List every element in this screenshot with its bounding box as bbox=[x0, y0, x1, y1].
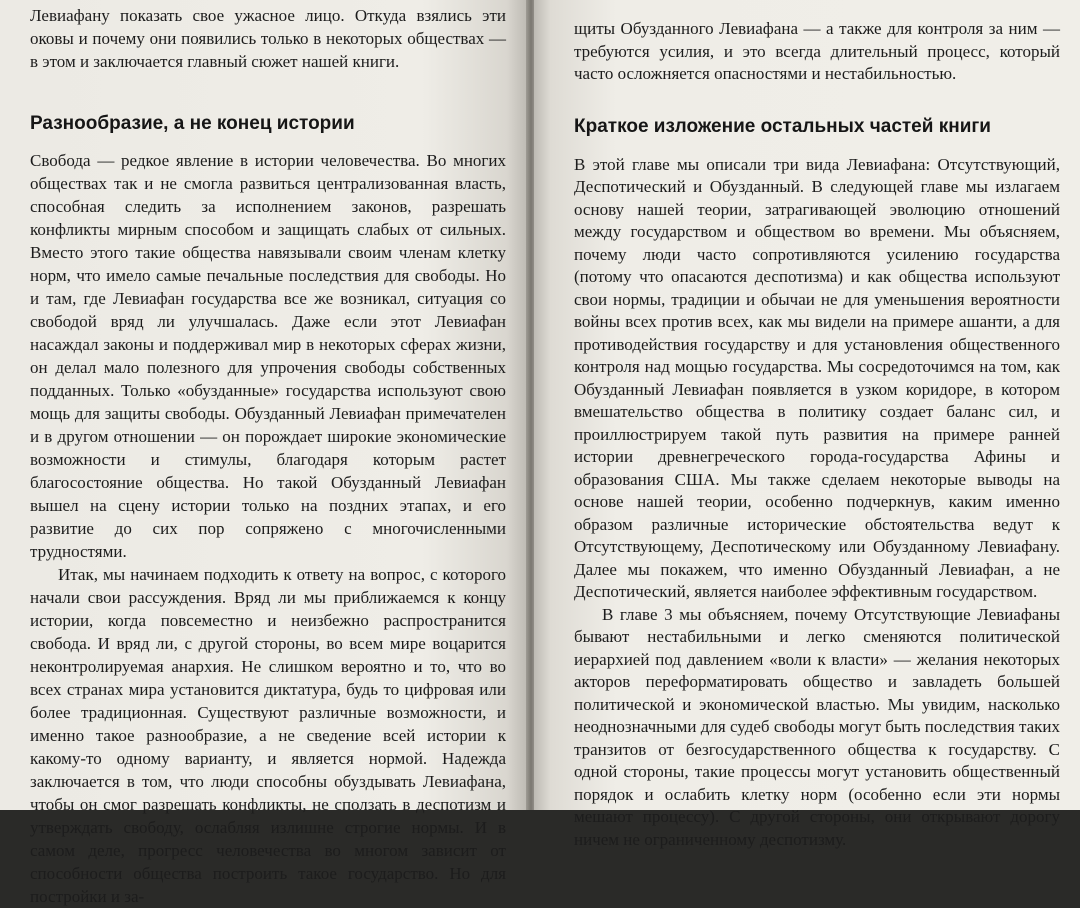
right-intro-text: щиты Обузданного Левиафана — а также для контроля за ним — требуются усилия, и это всегда длительный процесс, который часто осложняется опасностями и нестабильностью. bbox=[574, 19, 1060, 83]
right-paragraph-2: В главе 3 мы объясняем, почему Отсутствующие Левиафаны бывают нестабильными и легко сменяются политической иерархией под давлением «воли к власти» — желания некоторых акторов переформатировать общество и завладеть большей политической и экономической властью. Мы увидим, насколько неоднозначными для судеб свободы могут быть последствия таких транзитов от безгосударственного общества к государству. С одной стороны, такие процессы могут установить общественный порядок и ослабить клетку норм (особенно если эти нормы мешают процессу). С другой стороны, они открывают дорогу ничем не ограниченному деспотизму. bbox=[574, 604, 1060, 849]
left-page bbox=[0, 0, 528, 906]
left-paragraph-2: Итак, мы начинаем подходить к ответу на вопрос, с которого начали свои рассуждения. Вряд ли мы приближаемся к концу истории, когда повсеместно и неизбежно распространится свобода. И вряд ли, с другой стороны, во всем мире воцарится неконтролируемая анархия. Не слишком вероятно и то, что во всех странах мира установится диктатура, будь то цифровая или более традиционная. Существуют различные возможности, и именно такое разнообразие, а не сведение всей истории к какому-то одному варианту, и является нормой. Надежда заключается в том, что люди способны обуздывать Левиафана, чтобы он смог разрешать конфликты, не сползать в деспотизм и утверждать свободу, ослабляя излишне строгие нормы. И в самом деле, прогресс человечества во многом зависит от способности общества построить такое государство. Но для постройки и за- bbox=[30, 565, 506, 906]
left-section-heading: Разнообразие, а не конец истории bbox=[30, 113, 355, 134]
left-paragraph-1: Свобода — редкое явление в истории человечества. Во многих обществах так и не смогла развиться централизованная власть, способная следить за исполнением законов, разрешать конфликты мирным способом и защищать слабых от сильных. Вместо этого такие общества навязывали своим членам клетку норм, что имело самые печальные последствия для свободы. Но и там, где Левиафан государства все же возникал, ситуация со свободой вряд ли улучшалась. Даже если этот Левиафан насаждал законы и поддерживал мир в некоторых сферах жизни, он делал мало полезного для упрочения свободы собственных подданных. Только «обузданные» государства используют свою мощь для защиты свободы. Обузданный Левиафан примечателен и в другом отношении — он порождает широкие экономические возможности и стимулы, благодаря которым растет благосостояние общества. Но такой Обузданный Левиафан вышел на сцену истории только на поздних этапах, и его развитие до сих пор сопряжено с многочисленными трудностями. bbox=[30, 151, 506, 561]
right-section-heading: Краткое изложение остальных частей книги bbox=[574, 115, 991, 137]
right-page bbox=[534, 0, 1080, 849]
right-paragraph-1: В этой главе мы описали три вида Левиафана: Отсутствующий, Деспотический и Обузданный. В следующей главе мы излагаем основу нашей теории, затрагивающей эволюцию отношений между государством и обществом во времени. Мы объясняем, почему люди часто сопротивляются усилению государства (потому что опасаются деспотизма) и как общества используют свои нормы, традиции и обычаи не для уменьшения вероятности войны всех против всех, как мы видели на примере ашанти, а для противодействия государству и для установления общественного контроля над мощью государства. Мы сосредоточимся на том, как Обузданный Левиафан появляется в узком коридоре, в котором вмешательство общества в политику создает баланс сил, и проиллюстрируем такой путь развития на примере ранней истории древнегреческого города-государства Афины и образования США. Мы также сделаем некоторые выводы на основе нашей теории, особенно подчеркнув, каким именно образом различные исторические обстоятельства ведут к Отсутствующему, Деспотическому или Обузданному Левиафану. Далее мы покажем, что именно Обузданный Левиафан, а не Деспотический, является наиболее эффективным государством. bbox=[574, 154, 1060, 601]
left-intro-text: Левиафану показать свое ужасное лицо. Откуда взялись эти оковы и почему они появились только в некоторых обществах — в этом и заключается главный сюжет нашей книги. bbox=[30, 6, 506, 71]
